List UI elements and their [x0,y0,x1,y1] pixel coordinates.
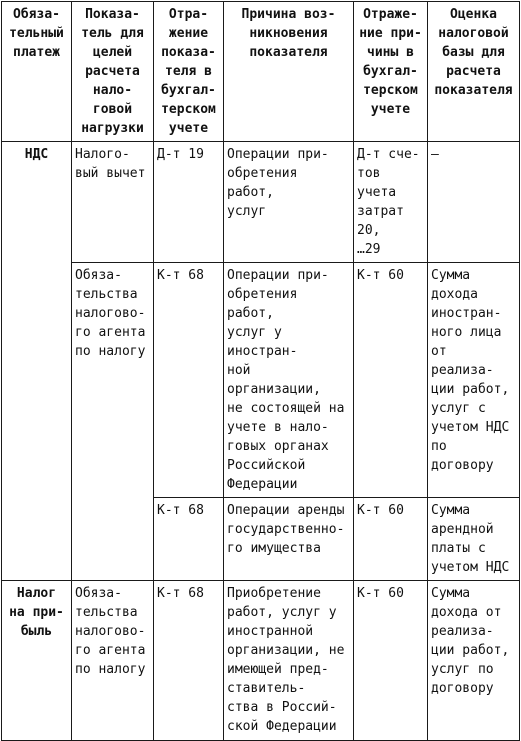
cell-reason-account: Д-т сче- тов учета затрат 20, …29 [354,142,428,263]
cell-tax-base: Сумма дохода иностран- ного лица от реализа- ции работ, услуг с учетом НДС по договору [428,263,520,498]
tax-indicators-table [1,1,520,741]
header-payment: Обяза- тельный платеж [2,2,72,142]
header-account: Отра- жение показа- теля в бухгал- терском учете [154,2,224,142]
header-reason: Причина воз- никновения показателя [224,2,354,142]
cell-account: К-т 68 [154,581,224,741]
header-reason-account: Отраже- ние при- чины в бухгал- терском учете [354,2,428,142]
table-row [2,263,520,498]
cell-tax-base: Сумма арендной платы с учетом НДС [428,498,520,581]
header-tax-base: Оценка налоговой базы для расчета показателя [428,2,520,142]
cell-indicator: Обяза- тельства налогово- го агента по налогу [72,581,154,741]
table-header-row [2,2,520,142]
table-row [2,581,520,741]
cell-reason-account: К-т 60 [354,263,428,498]
cell-reason: Операции при- обретения работ, услуг [224,142,354,263]
cell-indicator: Налого- вый вычет [72,142,154,263]
cell-reason: Операции при- обретения работ, услуг у иностран- ной организации, не состоящей на учете в нало- говых органах Российской Федерации [224,263,354,498]
cell-tax-base: Сумма дохода от реализа- ции работ, услуг по договору [428,581,520,741]
cell-reason: Приобретение работ, услуг у иностранной организации, не имеющей пред- ставитель- ства в Россий- ской Федерации [224,581,354,741]
cell-reason-account: К-т 60 [354,581,428,741]
cell-reason: Операции аренды государственно- го имущества [224,498,354,581]
cell-payment: Налог на при- быль [2,581,72,741]
cell-account: К-т 68 [154,498,224,581]
table-row [2,142,520,263]
cell-payment: НДС [2,142,72,581]
cell-indicator: Обяза- тельства налогово- го агента по налогу [72,263,154,581]
cell-reason-account: К-т 60 [354,498,428,581]
cell-account: Д-т 19 [154,142,224,263]
cell-tax-base: — [428,142,520,263]
header-indicator: Показа- тель для целей расчета нало- говой нагрузки [72,2,154,142]
cell-account: К-т 68 [154,263,224,498]
